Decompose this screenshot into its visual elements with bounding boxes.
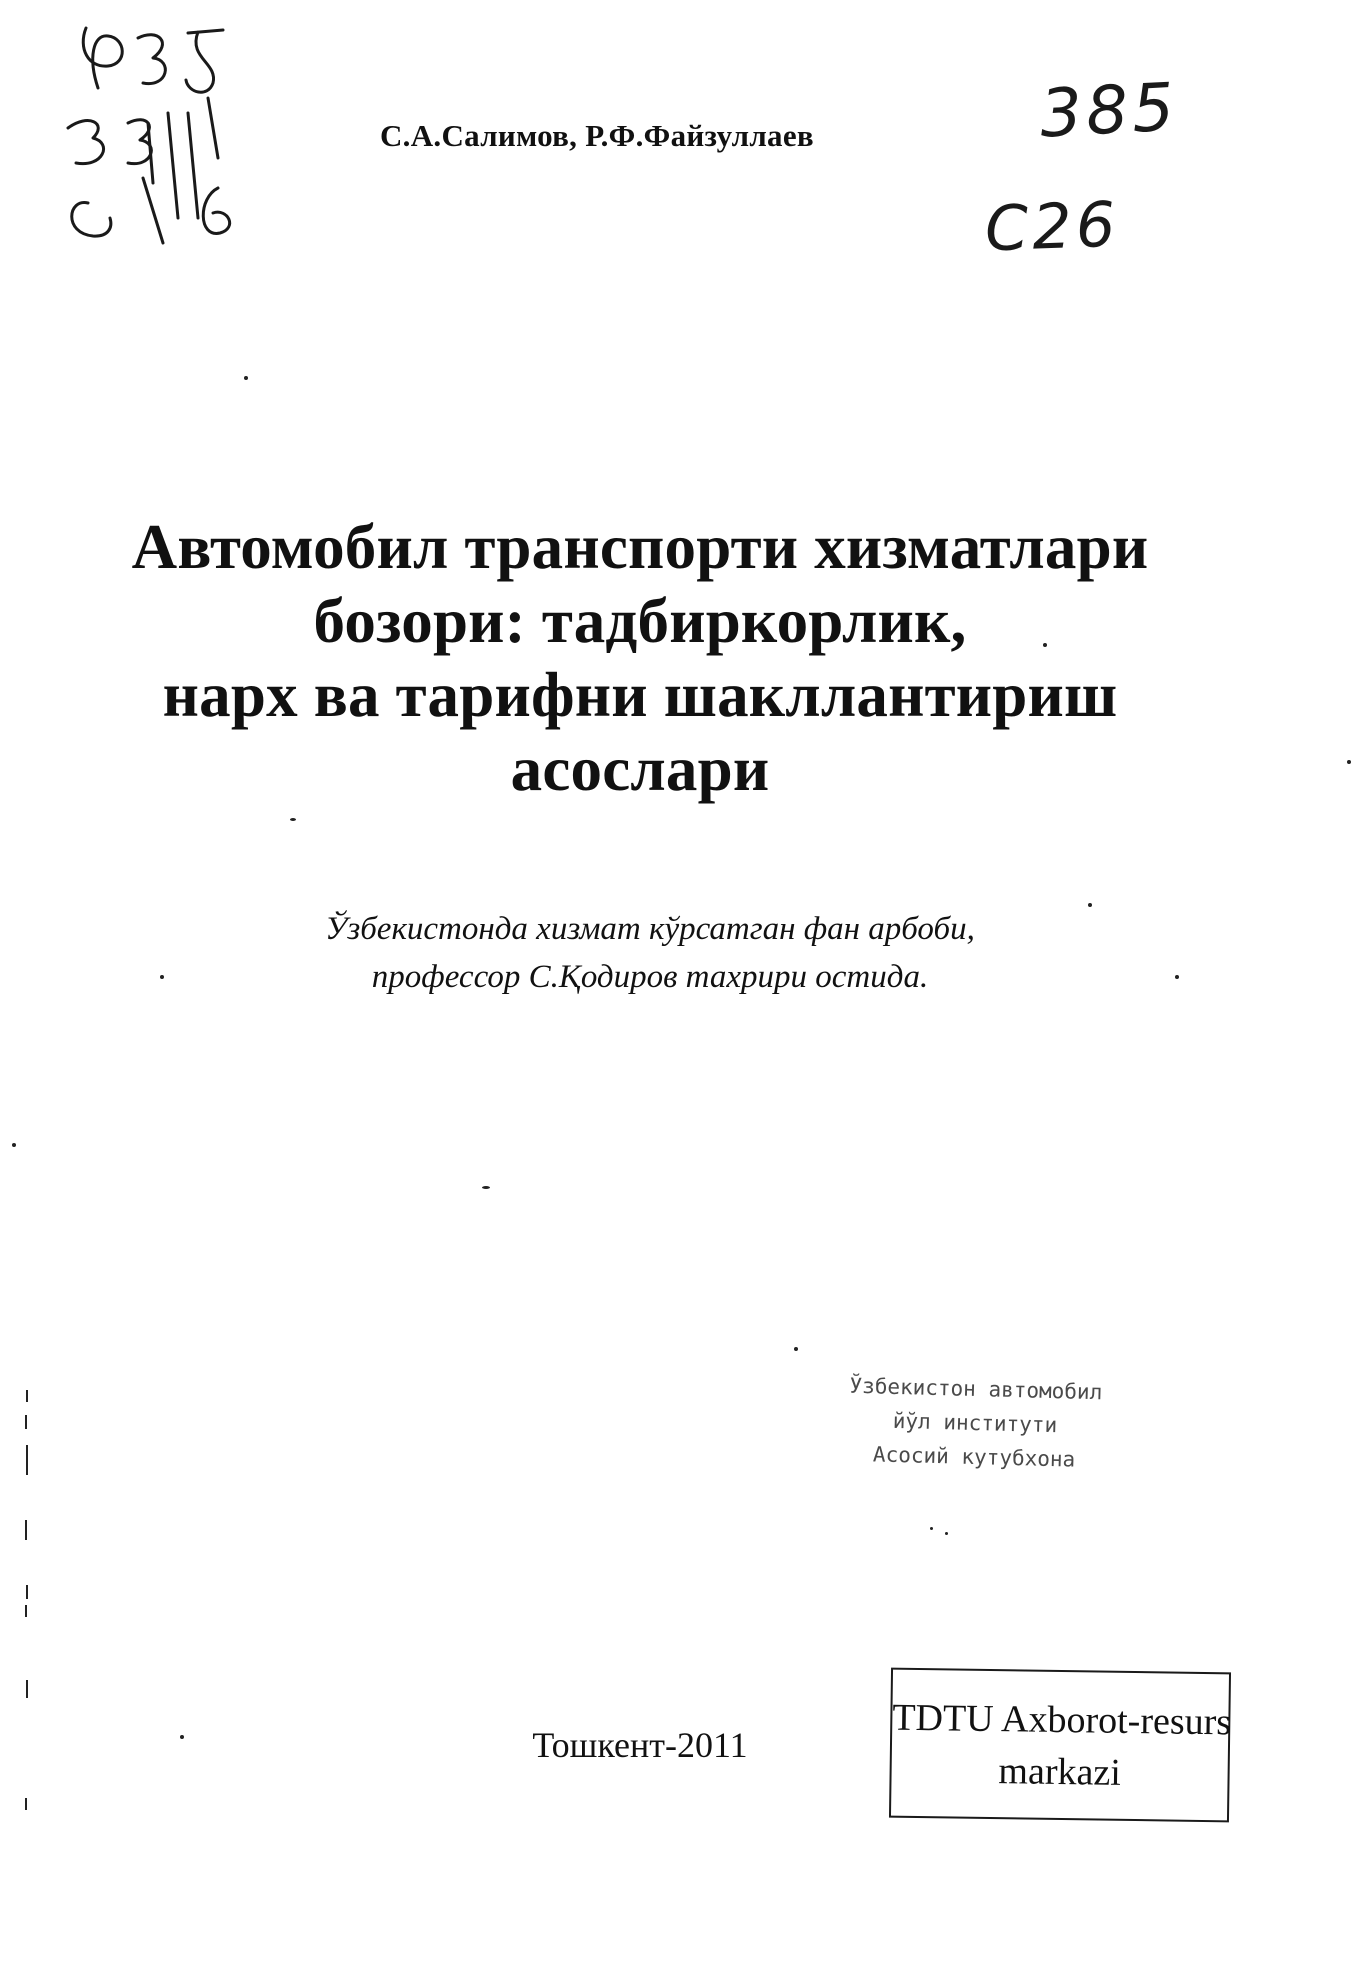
book-title: [100, 510, 1180, 806]
resource-stamp-line: TDTU Axborot-resurs: [892, 1696, 1232, 1744]
scan-edge-mark: [25, 1415, 27, 1429]
scan-speck: [945, 1532, 948, 1535]
scan-edge-mark: [26, 1390, 28, 1402]
city-year: Тошкент-2011: [532, 1725, 748, 1765]
scan-edge-mark: [25, 1798, 27, 1810]
title-line: Автомобил транспорти хизматлари: [131, 512, 1149, 582]
library-stamp: [829, 1368, 1122, 1478]
title-line: бозори: тадбиркорлик,: [313, 586, 967, 656]
editor-line: профессор С.Қодиров тахрири остида.: [371, 959, 929, 995]
handwritten-code: С26: [983, 187, 1121, 266]
scan-speck: [930, 1527, 933, 1530]
scan-edge-mark: [25, 1605, 27, 1617]
editor-line: Ўзбекистонда хизмат кўрсатган фан арбоби,: [325, 911, 975, 947]
library-stamp-line: йўл институти: [892, 1408, 1058, 1438]
scan-speck: [482, 1186, 490, 1189]
scan-speck: [244, 376, 248, 380]
scan-edge-mark: [26, 1680, 28, 1698]
scan-speck: [1347, 760, 1351, 764]
scan-edge-mark: [26, 1585, 28, 1599]
handwritten-number: 385: [1038, 68, 1180, 153]
title-line: асослари: [510, 734, 770, 804]
scan-speck: [290, 818, 296, 821]
title-line: нарх ва тарифни шакллантириш: [162, 660, 1118, 730]
library-stamp-line: Асосий кутубхона: [872, 1442, 1076, 1472]
scan-speck: [12, 1143, 16, 1147]
scan-speck: [794, 1347, 798, 1351]
scan-speck: [1088, 903, 1092, 907]
resource-center-stamp: [889, 1668, 1231, 1823]
resource-stamp-line: markazi: [998, 1750, 1122, 1794]
scan-speck: [180, 1735, 184, 1739]
scan-speck: [1043, 643, 1047, 647]
scan-edge-mark: [26, 1445, 28, 1475]
scan-speck: [1175, 975, 1179, 979]
scan-speck: [160, 975, 164, 979]
editor-credit: [210, 905, 1090, 1001]
scan-edge-mark: [25, 1520, 27, 1540]
library-stamp-line: Ўзбекистон автомобил: [849, 1373, 1103, 1405]
authors: С.А.Салимов, Р.Ф.Файзуллаев: [380, 118, 814, 153]
handwritten-shelfmark: [48, 18, 238, 248]
